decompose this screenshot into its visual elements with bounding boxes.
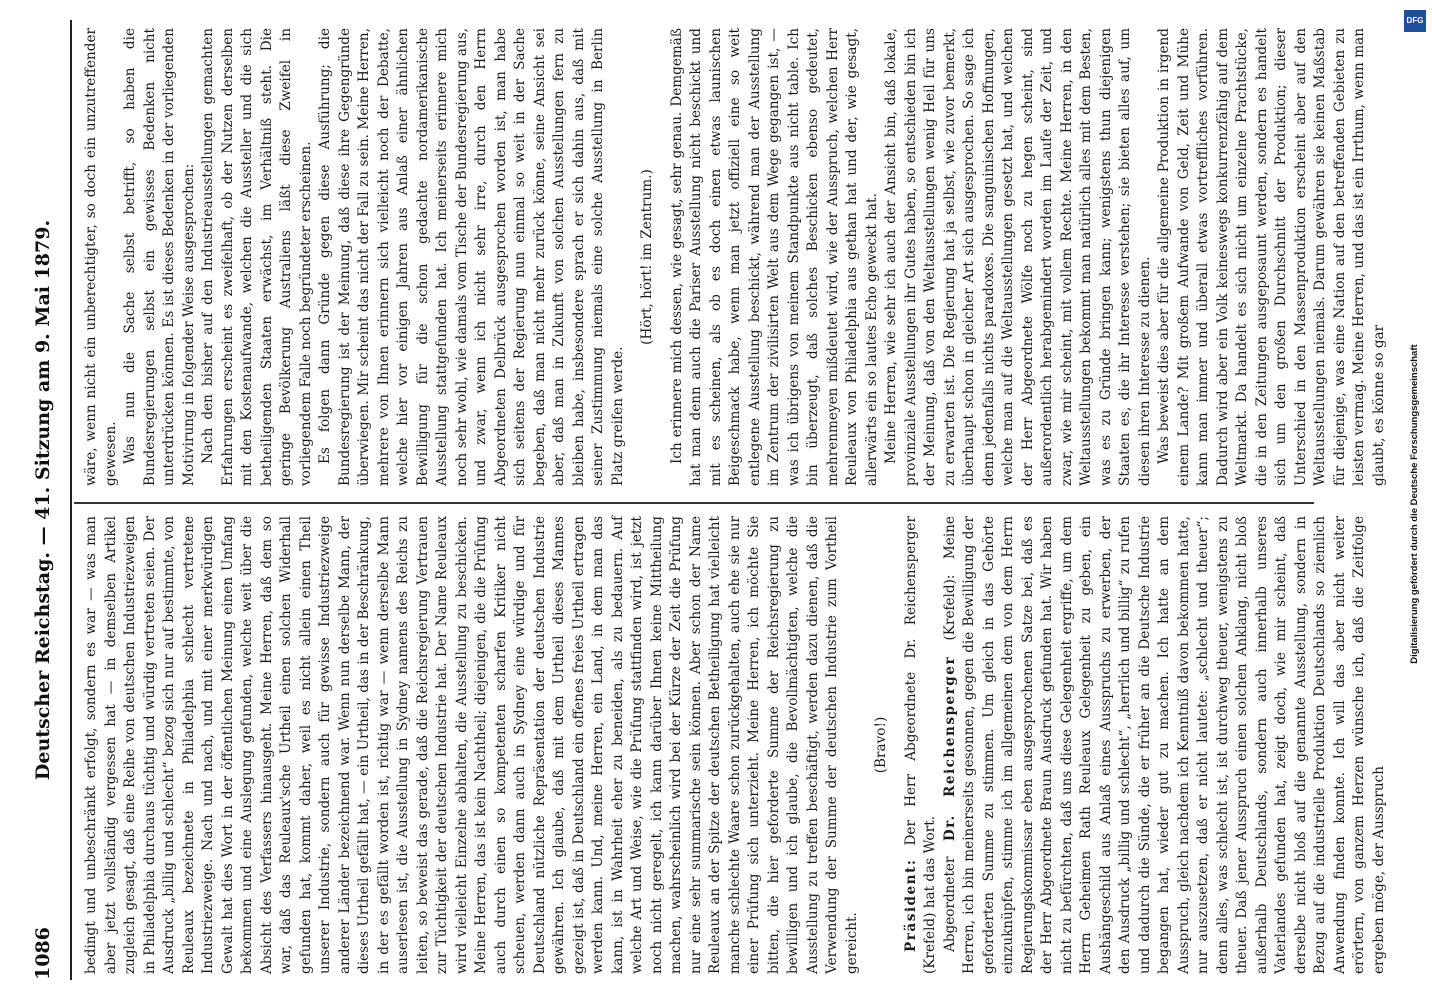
- paragraph: Ich erinnere mich dessen, wie gesagt, sehr genau. Demgemäß hat man denn auch die Pariser Ausstellung nicht beschickt und mit es scheinen, als ob es doch einen etwas launischen Beigeschmack habe, wenn man jetzt offiziell eine so weit entlegene Ausstellung beschickt, während man der Ausstellung im Zentrum der zivilisirten Welt aus dem Wege gegangen ist, — was ich übrigens von meinem Standpunkte aus nicht table. Ich bin überzeugt, daß solches Beschicken ebenso gedeutet, mehrenmeyen mißdeutet wird, wie der Ausspruch, welchen Herr Reuleaux von Philadelphia aus gethan hat und der, wie gesagt, allerwärts ein so lautes Echo geweckt hat.: [668, 28, 880, 486]
- president-text: Der Herr Abgeordnete Dr. Reichensperger (Krefeld) hat das Wort.: [902, 516, 938, 974]
- speech-paragraph: [941, 516, 1390, 974]
- paragraph: wäre, wenn nicht ein unberechtigter, so doch ein unzutreffender gewesen.: [83, 28, 119, 486]
- speaker-place: (Krefeld):: [941, 574, 958, 641]
- right-column: [82, 28, 1387, 486]
- dfg-logo: DFG: [1404, 10, 1426, 32]
- applause-note: (Bravo!): [873, 716, 889, 774]
- quoted-motivation: Nach den bisher auf den Industrieausstellungen gemachten Erfahrungen erscheint es zweifelhaft, ob der Nutzen derselben mit den Kostenaufwande, welchen die Aussteller und die sich betheiligenden Staaten erwächst, im Verhältniß steht. Die geringe Bevölkerung Australiens läßt diese Zweifel in vorliegendem Falle noch begründeter erscheinen.: [200, 28, 314, 486]
- page-number: 1086: [32, 927, 54, 980]
- column-divider: [74, 502, 1314, 504]
- paragraph: Es folgen dann Gründe gegen diese Ausführung; die Bundesregierung ist der Meinung, daß diese ihre Gegengründe überwiegen. Mir scheint das nicht der Fall zu sein. Meine Herren, mehrere von Ihnen erinnern sich vielleicht noch der Debatte, welche hier vor einigen Jahren aus Anlaß einer ähnlichen Bewilligung für die schon gedachte nordamerikanische Ausstellung stattgefunden hat. Ich meinerseits erinnere mich noch sehr wohl, wie damals vom Tische der Bundesregierung aus, und zwar, wenn ich nicht sehr irre, durch den Herrn Abgeordneten Delbrück ausgesprochen worden ist, man habe sich seitens der Regierung nun einmal so weit in der Sache begeben, daß man nicht mehr zurück könne, seine Ansicht sei aber, daß man in Zukunft von solchen Ausstellungen fern zu bleiben habe, insbesondere sprach er sich dahin aus, daß mit seiner Zustimmung niemals eine solche Ausstellung in Berlin Platz greifen werde.: [317, 28, 626, 486]
- digitization-text: Digitalisierung gefördert durch die Deutsche Forschungsgemeinschaft: [1409, 344, 1420, 664]
- interjection-note: (Hört, hört! im Zentrum.): [639, 169, 655, 345]
- speech-text: Meine Herren, ich bin meinerseits gesonnen, gegen die Bewilligung der geforderten Summe zu stimmen. Um gleich in das Gehörte einzuknüpfen, stimme ich im allgemeinen dem von dem Herrn Regierungskommissar eben ausgesprochenen Satze bei, daß es der Herr Abgeordnete Braun Ausdruck gefunden hat. Wir haben nicht zu befürchten, daß uns diese Gelegenheit ergriffe, um dem Herrn Geheimen Rath Reuleaux Gelegenheit zu geben, ein Aushängeschild aus Anlaß eines Ausspruchs zu erwerben, der den Ausdruck „billig und schlecht“, „herrlich und billig“ zu rufen und dadurch die Sünde, die er früher an die Deutsche Industrie begangen hat, wieder gut zu machen. Ich hatte an dem Ausspruch, gleich nachdem ich Kenntniß davon bekommen hatte, nur auszusetzen, daß er nicht lautete: „schlecht und theuer“; denn alles, was schlecht ist, ist durchweg theuer, wenigstens zu theuer. Daß jener Ausspruch einen solchen Anklang, nicht bloß außerhalb Deutschlands, sondern auch innerhalb unseres Vaterlandes gefunden hat, zeigt doch, wie mir scheint, daß derselbe nicht bloß auf die genannte Ausstellung, sondern in Bezug auf die industrielle Produktion Deutschlands so ziemlich Anwendung finden konnte. Ich will das aber nicht weiter erörtern, von ganzem Herzen wünsche ich, daß die Zeitfolge ergeben möge, der Ausspruch: [941, 516, 1387, 974]
- left-column: [82, 516, 1387, 974]
- speaker-label: Präsident:: [902, 858, 919, 952]
- speaker-intro: Abgeordneter: [941, 856, 958, 952]
- page-header: [30, 20, 62, 980]
- header-rule: [70, 20, 72, 980]
- paragraph: Was nun die Sache selbst betrifft, so haben die Bundesregierungen selbst ein gewisses Bedenken nicht unterdrücken können. Es ist dieses Bedenken in der vorliegenden Motivirung in folgender Weise ausgesprochen:: [122, 28, 197, 486]
- paragraph: Was beweist dies aber für die allgemeine Produktion in irgend einem Lande? Mit großem Aufwande von Geld, Zeit und Mühe kann man immer und überall etwas vortreffliches vorführen. Dadurch wird aber ein Volk keineswegs konkurrenzfähig auf dem Weltmarkt. Da handelt es sich nicht um einzelne Prachtstücke, die in den Zeitungen ausgeposaunt werden, sondern es handelt sich um den großen Durchschnitt der Produktion; dieser Unterschied in den Massenproduktion erscheint aber auf den Weltausstellungen niemals. Darum gewähren sie keinen Maßstab für diejenige, was eine Nation auf den betreffenden Gebieten zu leisten vermag. Meine Herren, und das ist ein Irrthum, wenn man glaubt, es könne so gar: [1156, 28, 1387, 486]
- paragraph: bedingt und unbeschränkt erfolgt, sondern es war — was man aber jetzt vollständig vergessen hat — in demselben Artikel zugleich gesagt, daß eine Reihe von deutschen Industriezweigen in Philadelphia durchaus tüchtig und würdig vertreten seien. Der Ausdruck „billig und schlecht“ bezog sich nur auf bestimmte, von Reuleaux bezeichnete in Philadelphia schlecht vertretene Industriezweige. Nach und nach, und mit einer merkwürdigen Gewalt hat dies Wort in der öffentlichen Meinung einen Umfang bekommen und eine Auslegung gefunden, welche weit über die Absicht des Verfassers hinausgeht. Meine Herren, daß dem so war, daß das Reuleaux'sche Urtheil einen solchen Widerhall gefunden hat, kommt daher, weil es nicht allein einen Theil unserer Industrie, sondern auch für gewisse Industriezweige anderer Länder bezeichnend war. Wenn nun derselbe Mann, der dieses Urtheil gefällt hat, — ein Urtheil, das in der Beschränkung, in der es gefällt worden ist, richtig war — wenn derselbe Mann auserlesen ist, die Ausstellung in Sydney namens des Reichs zu leiten, so beweist das gerade, daß die Reichsregierung Vertrauen zur Tüchtigkeit der deutschen Industrie hat. Der Name Reuleaux wird vielleicht Einzelne abhalten, die Ausstellung zu beschicken. Meine Herren, das ist kein Nachtheil; diejenigen, die die Prüfung auch durch einen so kompetenten scharfen Kritiker nicht scheuen, werden dann auch in Sydney eine würdige und für Deutschland nützliche Repräsentation der deutschen Industrie gewähren. Ich glaube, daß mit dem Urtheil dieses Mannes gezeigt ist, daß in Deutschland ein offenes freies Urtheil ertragen werden kann. Und, meine Herren, ein Land, in dem man das kann, ist in Wahrheit eher zu beneiden, als zu bedauern. Auf welche Art und Weise, wie die Prüfung stattfinden wird, ist jetzt noch nicht geregelt, ich kann darüber Ihnen keine Mittheilung machen, wahrscheinlich wird bei der Kürze der Zeit die Prüfung nur eine sehr summarische sein können. Aber schon der Name Reuleaux an der Spitze der deutschen Betheiligung hat vielleicht manche schlechte Waare schon zurückgehalten, auch ehe sie nur einer Prüfung sich unterzieht. Meine Herren, ich möchte Sie bitten, die hier geforderte Summe der Reichsregierung zu bewilligen und ich glaube, die Bevollmächtigten, welche die Ausstellung zu treffen beschäftigt, werden dazu dienen, daß die Verwendung der Summe der deutschen Industrie zum Vortheil gereicht.: [83, 516, 860, 974]
- running-title: Deutscher Reichstag. — 41. Sitzung am 9. Mai 1879.: [32, 219, 54, 781]
- speaker-name: Dr. Reichensperger: [941, 655, 958, 842]
- paragraph: Meine Herren, wie sehr ich auch der Ansicht bin, daß lokale, provinziale Ausstellungen ihr Gutes haben, so entschieden bin ich der Meinung, daß von den Weltausstellungen wenig Heil für uns zu erwarten ist. Die Regierung hat ja selbst, wie zuvor bemerkt, überhaupt schon in gleicher Art sich ausgesprochen. So sage ich denn jedenfalls nichts paradoxes. Die sanguinischen Hoffnungen, welche man auf die Weltausstellungen gesetzt hat, und welchen der Herr Abgeordnete Wölfe noch zu hegen scheint, sind außerordentlich herabgemindert worden im Laufe der Zeit, und zwar, wie mir scheint, mit vollem Rechte. Meine Herren, in den Weltausstellungen bekommt man natürlich alles mit dem Besten, was es zu Gründe bringen kann; wenigstens thun diejenigen Staaten es, die ihr Interesse verstehen; sie bieten alles auf, um diesen ihren Interesse zu dienen.: [883, 28, 1153, 486]
- president-statement: [902, 516, 941, 974]
- digitization-note: [1406, 14, 1424, 994]
